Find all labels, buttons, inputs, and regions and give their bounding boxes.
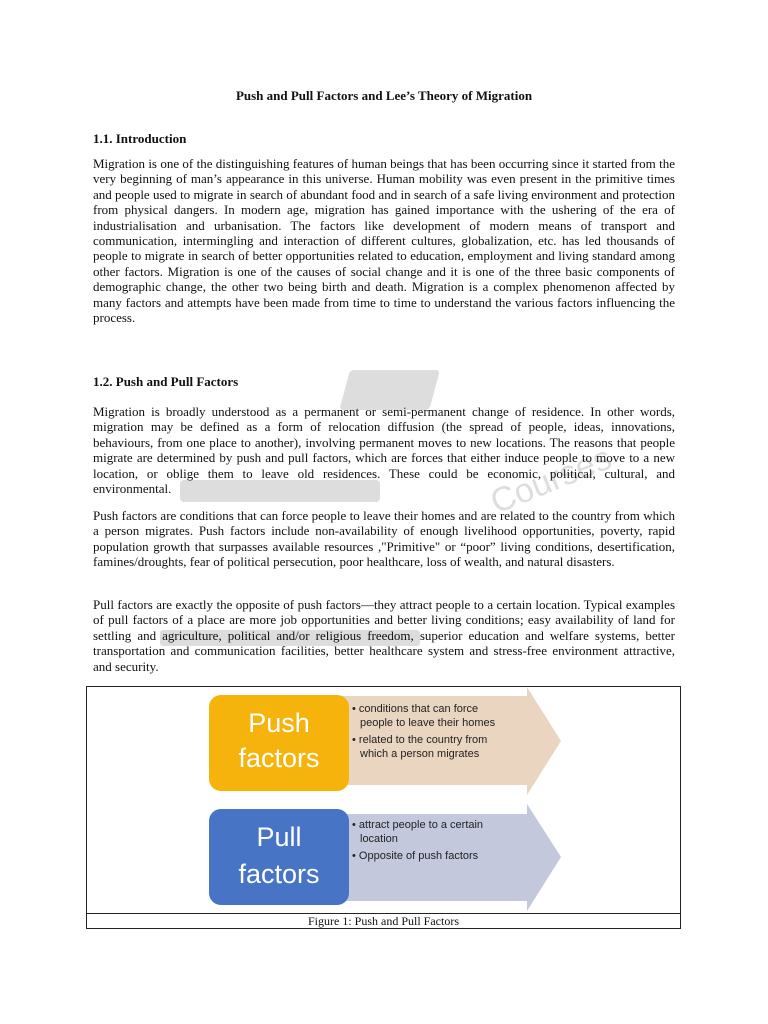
figure-push-pull (86, 686, 681, 929)
pull-bullet-2-line1: • Opposite of push factors (352, 850, 479, 862)
section-heading-introduction: 1.1. Introduction (93, 131, 187, 146)
svg-text:Courses: Courses (485, 438, 617, 522)
paragraph-migration-definition: Migration is broadly understood as a permanent or semi-permanent change of residence. In other words, migration may be defined as a form of relocation diffusion (the spread of people, ideas, innovations, behaviours, from one place to another), involving permanent moves to new locations. The reasons that people migrate are determined by push and pull factors, which are forces that either induce people to move to a new location, or oblige them to leave old residences. These could be economic, political, cultural, and environmental. (93, 404, 675, 497)
pull-box-label-line2: factors (238, 859, 320, 889)
pull-bullet-1-line1: • attract people to a certain (352, 819, 484, 831)
pull-bullet-1-line2: location (360, 833, 398, 845)
figure-caption: Figure 1: Push and Pull Factors (307, 914, 459, 928)
push-bullet-2-line2: which a person migrates (360, 748, 480, 760)
push-box-label-line2: factors (238, 743, 320, 773)
document-title: Push and Pull Factors and Lee’s Theory of Migration (235, 88, 533, 103)
push-pull-diagram (87, 687, 680, 913)
push-box-label-line1: Push (248, 708, 310, 738)
push-bullet-1-line2: people to leave their homes (360, 717, 496, 729)
push-bullet-1-line1: • conditions that can force (352, 703, 479, 715)
paragraph-pull-factors: Pull factors are exactly the opposite of push factors—they attract people to a certain location. Typical examples of pull factors of a place are more job opportunities and better living conditions; easy availability of land for settling and agriculture, political and/or religious freedom, superior education and welfare systems, better transportation and communication facilities, better healthcare system and stress-free environment attractive, and security. (93, 597, 675, 674)
paragraph-push-factors: Push factors are conditions that can force people to leave their homes and are related to the country from which a person migrates. Push factors include non-availability of enough livelihood opportunities, poverty, rapid population growth that surpasses available resources ,"Primitive" or “poor” living conditions, desertification, famines/droughts, fear of political persecution, poor healthcare, loss of wealth, and natural disasters. (93, 508, 675, 570)
pull-box-label-line1: Pull (256, 822, 302, 852)
push-bullet-2-line1: • related to the country from (352, 734, 488, 746)
paragraph-introduction: Migration is one of the distinguishing features of human beings that has been occurring since it started from the very beginning of man’s appearance in this universe. Human mobility was even present in the primitive times and people used to migrate in search of abundant food and in search of a safe living environment and protection from physical dangers. In modern age, migration has gained importance with the ushering of the era of industrialisation and urbanisation. The factors like development of modern means of transport and communication, intermingling and interaction of different cultures, globalization, etc. has led thousands of people to migrate in search of better opportunities related to education, employment and living standard among other factors. Migration is one of the causes of social change and it is one of the three basic components of demographic change, the other two being birth and death. Migration is a complex phenomenon affected by many factors and attempts have been made from time to time to understand the various factors influencing the process. (93, 156, 675, 326)
section-heading-push-pull: 1.2. Push and Pull Factors (93, 374, 239, 389)
